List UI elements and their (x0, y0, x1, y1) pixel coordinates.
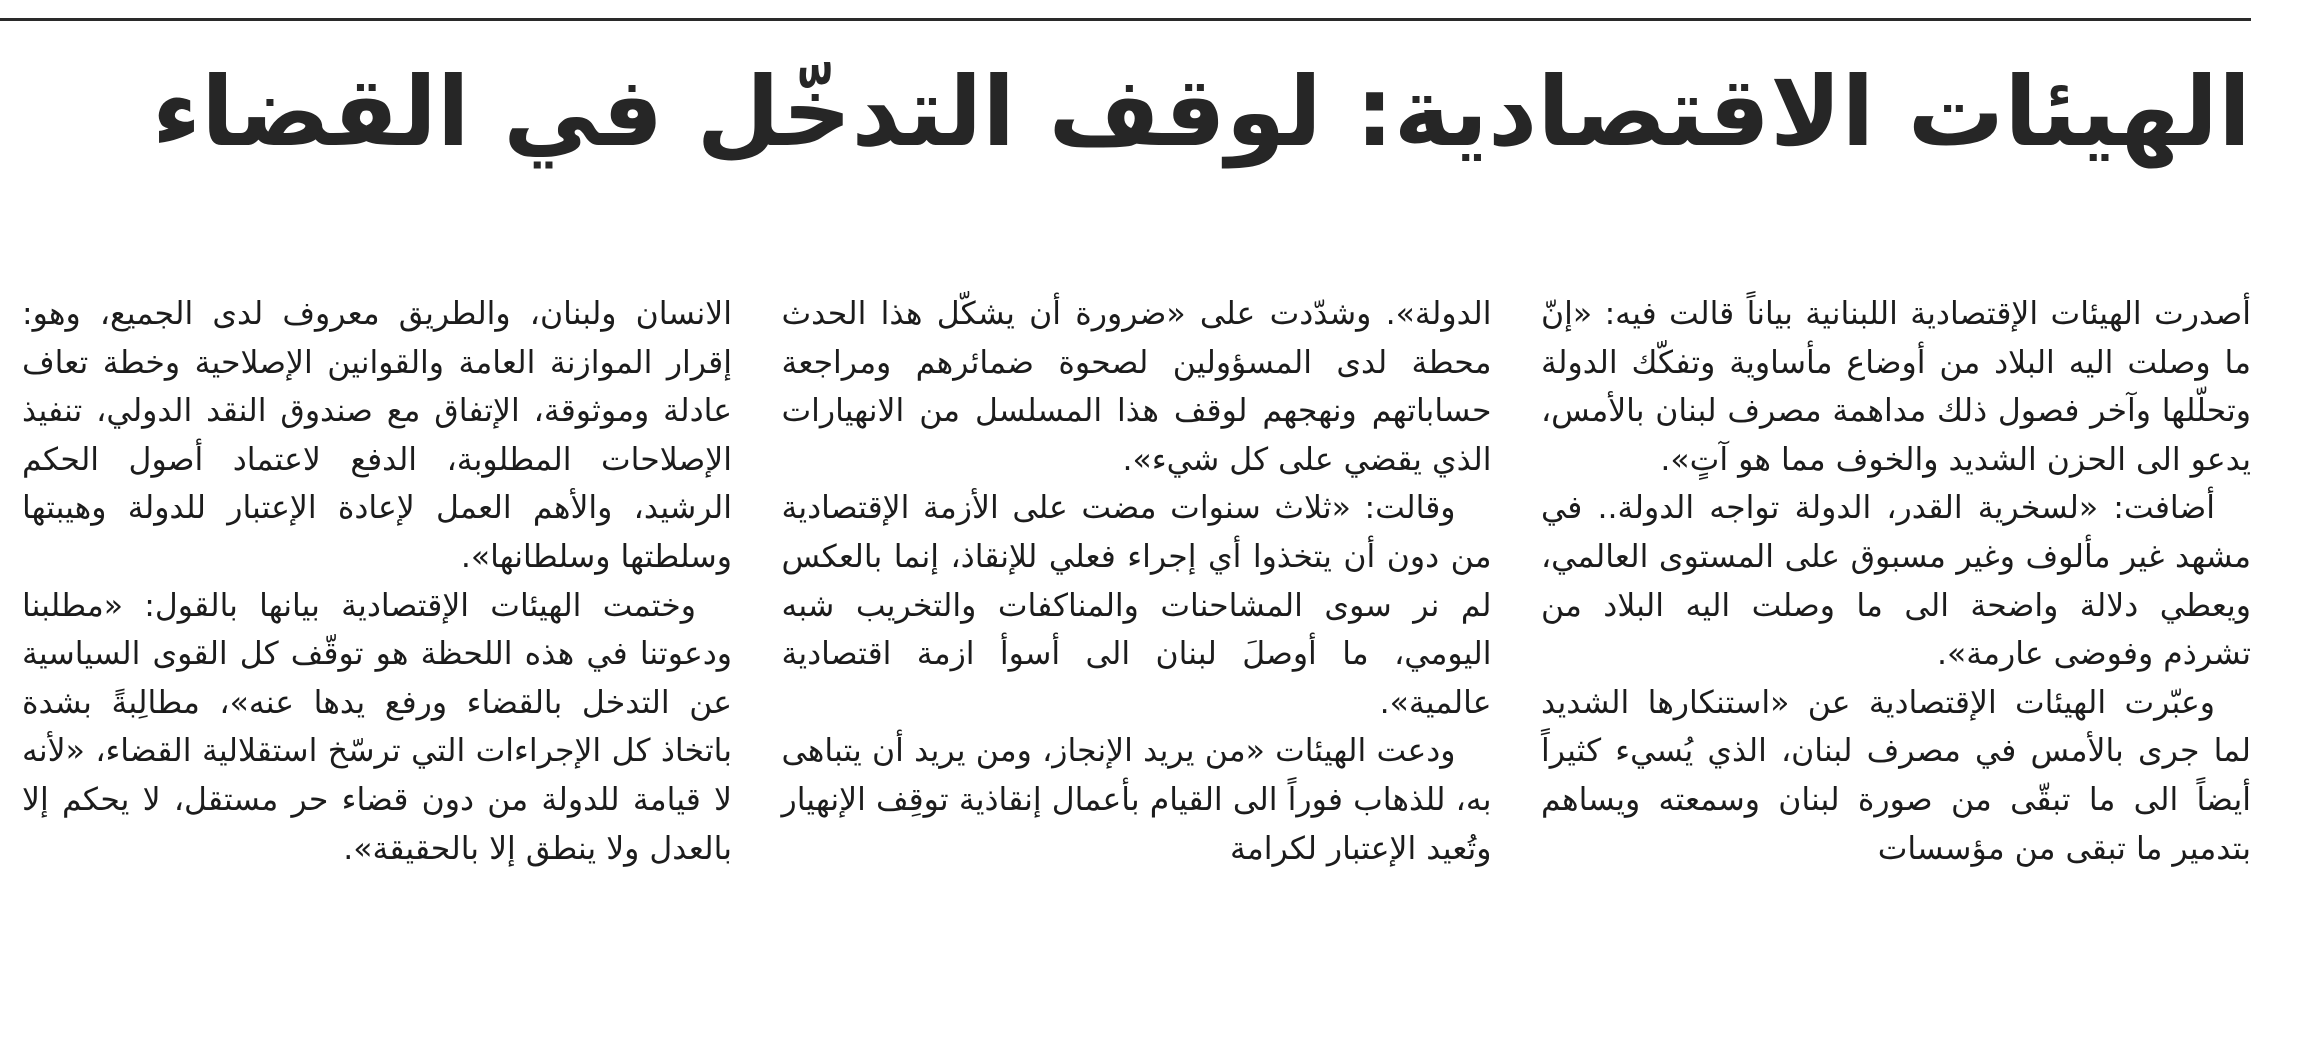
paragraph: الانسان ولبنان، والطريق معروف لدى الجميع، وهو: إقرار الموازنة العامة والقوانين الإصلاحية وخطة تعاف عادلة وموثوقة، الإتفاق مع صندوق النقد الدولي، تنفيذ الإصلاحات المطلوبة، الدفع لاعتماد أصول الحكم الرشيد، والأهم العمل لإعادة الإعتبار للدولة وهيبتها وسلطتها وسلطانها». (22, 296, 732, 575)
article-column-middle (782, 290, 1492, 990)
paragraph: وقالت: «ثلاث سنوات مضت على الأزمة الإقتصادية من دون أن يتخذوا أي إجراء فعلي للإنقاذ، إنما بالعكس لم نر سوى المشاحنات والمناكفات والتخريب شبه اليومي، ما أوصلَ لبنان الى أسوأ ازمة اقتصادية عالمية». (781, 490, 1492, 721)
paragraph: الدولة». وشدّدت على «ضرورة أن يشكّل هذا الحدث محطة لدى المسؤولين لصحوة ضمائرهم ومراجعة حساباتهم ونهجهم لوقف هذا المسلسل من الانهيارات الذي يقضي على كل شيء». (781, 296, 1492, 478)
paragraph: أصدرت الهيئات الإقتصادية اللبنانية بياناً قالت فيه: «إنّ ما وصلت اليه البلاد من أوضاع مأساوية وتفكّك الدولة وتحلّلها وآخر فصول ذلك مداهمة مصرف لبنان بالأمس، يدعو الى الحزن الشديد والخوف مما هو آتٍ». (1541, 296, 2251, 478)
paragraph: ودعت الهيئات «من يريد الإنجاز، ومن يريد أن يتباهى به، للذهاب فوراً الى القيام بأعمال إنقاذية توقِف الإنهيار وتُعيد الإعتبار لكرامة (781, 733, 1492, 867)
paragraph: وعبّرت الهيئات الإقتصادية عن «استنكارها الشديد لما جرى بالأمس في مصرف لبنان، الذي يُسيء كثيراً أيضاً الى ما تبقّى من صورة لبنان وسمعته ويساهم بتدمير ما تبقى من مؤسسات (1541, 684, 2251, 867)
article-headline: الهيئات الاقتصادية: لوقف التدخّل في القضاء (152, 56, 2251, 168)
article-column-right (1541, 290, 2251, 990)
top-divider-rule (0, 18, 2251, 21)
article-column-left (22, 290, 732, 990)
paragraph: وختمت الهيئات الإقتصادية بيانها بالقول: «مطلبنا ودعوتنا في هذه اللحظة هو توقّف كل القوى السياسية عن التدخل بالقضاء ورفع يدها عنه»، مطالِبةً بشدة باتخاذ كل الإجراءات التي ترسّخ استقلالية القضاء، «لأنه لا قيامة للدولة من دون قضاء حر مستقل، لا يحكم إلا بالعدل ولا ينطق إلا بالحقيقة». (22, 587, 732, 867)
article-body (22, 290, 2251, 990)
paragraph: أضافت: «لسخرية القدر، الدولة تواجه الدولة.. في مشهد غير مألوف وغير مسبوق على المستوى العالمي، ويعطي دلالة واضحة الى ما وصلت اليه البلاد من تشرذم وفوضى عارمة». (1541, 490, 2251, 673)
